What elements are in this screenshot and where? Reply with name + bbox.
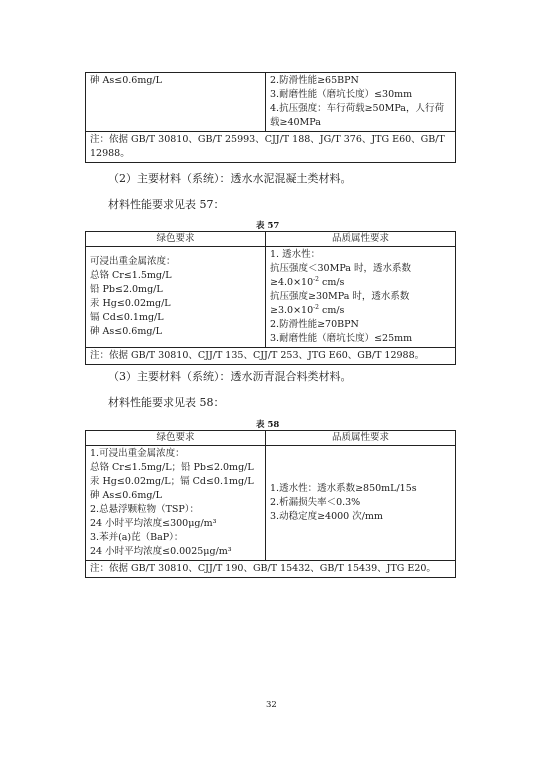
table-continued [85,72,456,163]
table-58 [85,430,456,578]
requirement-line: 汞 Hg≤0.02mg/L [90,298,171,309]
value-mantissa: ≥4.0×10 [270,277,314,288]
requirement-line: 2.总悬浮颗粒物（TSP）： [90,504,200,515]
requirement-line: 2.防滑性能≥65BPN [270,75,359,86]
requirement-line: 总铬 Cr≤1.5mg/L [90,270,172,281]
requirement-line: 4.抗压强度：车行荷载≥50MPa，人行荷载≥40MPa [270,103,444,128]
requirement-line: 砷 As≤0.6mg/L [90,75,162,86]
section-intro: 材料性能要求见表 58： [108,396,225,409]
requirement-line [270,304,451,318]
table-row [86,446,456,561]
requirement-line: 1. 透水性： [270,249,321,260]
table-header-row [86,232,456,247]
quality-requirements-cell [266,73,456,132]
green-requirements-cell [86,446,266,561]
value-unit: cm/s [318,277,345,288]
requirement-line: 汞 Hg≤0.02mg/L；镉 Cd≤0.1mg/L [90,476,254,487]
table-header-row [86,431,456,446]
table-note-row [86,561,456,578]
table-note [86,132,456,163]
note-text: 注：依据 GB/T 30810、GB/T 25993、CJJ/T 188、JG/T 376、JTG E60、GB/T 12988。 [90,134,445,159]
requirement-line: 3.动稳定度≥4000 次/mm [270,511,383,522]
requirement-line: 可浸出重金属浓度： [90,256,176,267]
requirement-line: 24 小时平均浓度≤300μg/m³ [90,518,217,529]
section-intro: 材料性能要求见表 57： [108,198,225,211]
table-57 [85,231,456,365]
requirement-line: 2.析漏损失率＜0.3% [270,497,361,508]
quality-requirements-cell [266,446,456,561]
table-note-row [86,132,456,163]
section-heading: （3）主要材料（系统）：透水沥青混合料类材料。 [108,370,352,383]
requirement-line: 砷 As≤0.6mg/L [90,326,162,337]
requirement-line: 抗压强度＜30MPa 时，透水系数 [270,263,411,274]
green-requirements-cell [86,73,266,132]
value-unit: cm/s [318,305,345,316]
column-header: 绿色要求 [86,431,266,446]
requirement-line: 3.苯并(a)芘（BaP）： [90,532,184,543]
table-note [86,561,456,578]
table-caption: 表 57 [256,221,280,231]
requirement-line: 镉 Cd≤0.1mg/L [90,312,164,323]
column-header: 绿色要求 [86,232,266,247]
value-exponent: -2 [313,303,319,311]
requirement-line: 1.透水性：透水系数≥850mL/15s [270,483,417,494]
requirement-line: 抗压强度≥30MPa 时，透水系数 [270,291,410,302]
note-text: 注：依据 GB/T 30810、CJJ/T 135、CJJ/T 253、JTG E60、GB/T 12988。 [90,350,425,361]
column-header: 品质属性要求 [266,232,456,247]
value-mantissa: ≥3.0×10 [270,305,314,316]
green-requirements-cell [86,247,266,348]
table-row [86,73,456,132]
note-text: 注：依据 GB/T 30810、CJJ/T 190、GB/T 15432、GB/T 15439、JTG E20。 [90,563,436,574]
page-number: 32 [266,700,277,710]
requirement-line: 1.可浸出重金属浓度： [90,448,185,459]
table-note [86,348,456,365]
requirement-line [270,276,451,290]
requirement-line: 3.耐磨性能（磨坑长度）≤25mm [270,333,413,344]
requirement-line: 3.耐磨性能（磨坑长度）≤30mm [270,89,413,100]
requirement-line: 铅 Pb≤2.0mg/L [90,284,163,295]
requirement-line: 24 小时平均浓度≤0.0025μg/m³ [90,546,232,557]
column-header: 品质属性要求 [266,431,456,446]
section-heading: （2）主要材料（系统）：透水水泥混凝土类材料。 [108,172,352,185]
quality-requirements-cell [266,247,456,348]
table-note-row [86,348,456,365]
table-caption: 表 58 [256,420,280,430]
requirement-line: 砷 As≤0.6mg/L [90,490,162,501]
value-exponent: -2 [313,275,319,283]
requirement-line: 2.防滑性能≥70BPN [270,319,359,330]
table-row [86,247,456,348]
requirement-line: 总铬 Cr≤1.5mg/L；铅 Pb≤2.0mg/L [90,462,254,473]
